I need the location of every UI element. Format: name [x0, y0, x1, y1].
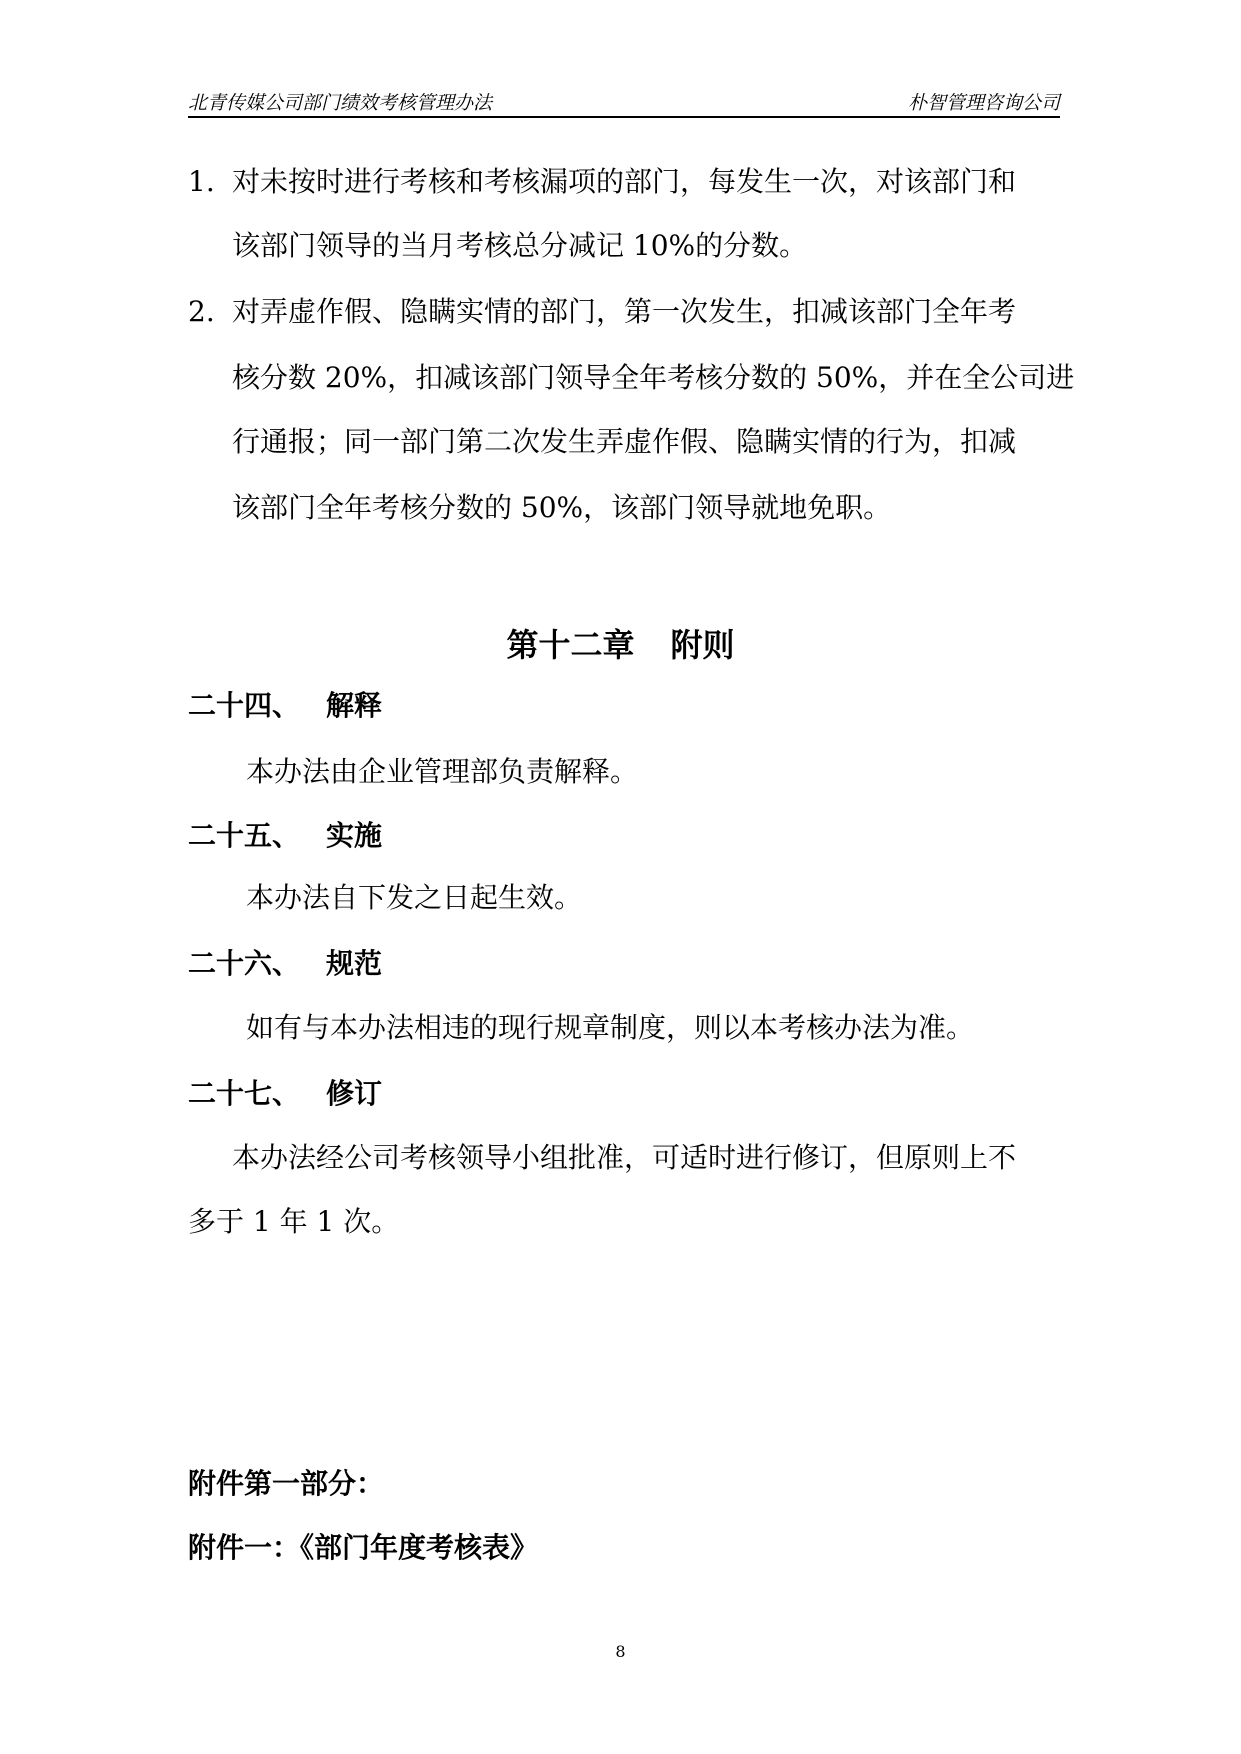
- article-25-text: 本办法自下发之日起生效。: [246, 881, 583, 914]
- header-company-name: 朴智管理咨询公司: [907, 92, 1060, 114]
- article-27-text-line-2: 多于 1 年 1 次。: [188, 1205, 400, 1238]
- article-26-heading: [188, 946, 382, 982]
- article-27-heading: [188, 1076, 382, 1112]
- article-number: 二十六、: [188, 947, 301, 980]
- article-27-text-line-1: 本办法经公司考核领导小组批准，可适时进行修订，但原则上不: [232, 1141, 1017, 1174]
- article-title: 解释: [326, 689, 383, 722]
- header-document-title: 北青传媒公司部门绩效考核管理办法: [188, 92, 493, 114]
- article-25-heading: [188, 818, 382, 854]
- penalty-2-line-1: 对弄虚作假、隐瞒实情的部门，第一次发生，扣减该部门全年考: [232, 295, 1017, 328]
- penalty-2-line-3: 行通报；同一部门第二次发生弄虚作假、隐瞒实情的行为，扣减: [232, 425, 1017, 458]
- penalty-2-line-4: 该部门全年考核分数的 50%，该部门领导就地免职。: [232, 491, 892, 524]
- page-number: 8: [615, 1642, 626, 1661]
- penalty-1-number: 1.: [188, 165, 215, 198]
- article-title: 修订: [326, 1077, 383, 1110]
- article-24-text: 本办法由企业管理部负责解释。: [246, 755, 639, 788]
- article-number: 二十四、: [188, 689, 301, 722]
- penalty-1-line-2: 该部门领导的当月考核总分减记 10%的分数。: [232, 229, 808, 262]
- article-title: 规范: [326, 947, 383, 980]
- penalty-2-number: 2.: [188, 295, 215, 328]
- article-24-heading: [188, 688, 382, 724]
- penalty-2-line-2: 核分数 20%，扣减该部门领导全年考核分数的 50%，并在全公司进: [232, 361, 1075, 394]
- chapter-number: 第十二章: [506, 626, 635, 664]
- article-number: 二十七、: [188, 1077, 301, 1110]
- penalty-1-line-1: 对未按时进行考核和考核漏项的部门，每发生一次，对该部门和: [232, 165, 1017, 198]
- article-number: 二十五、: [188, 819, 301, 852]
- chapter-heading: [0, 620, 1241, 666]
- article-title: 实施: [326, 819, 383, 852]
- attachment-part-heading: 附件第一部分：: [188, 1467, 385, 1500]
- article-26-text: 如有与本办法相违的现行规章制度，则以本考核办法为准。: [246, 1011, 975, 1044]
- attachment-item-heading: 附件一：《部门年度考核表》: [188, 1531, 539, 1564]
- page-header: [188, 86, 1060, 118]
- chapter-title: 附则: [670, 626, 735, 664]
